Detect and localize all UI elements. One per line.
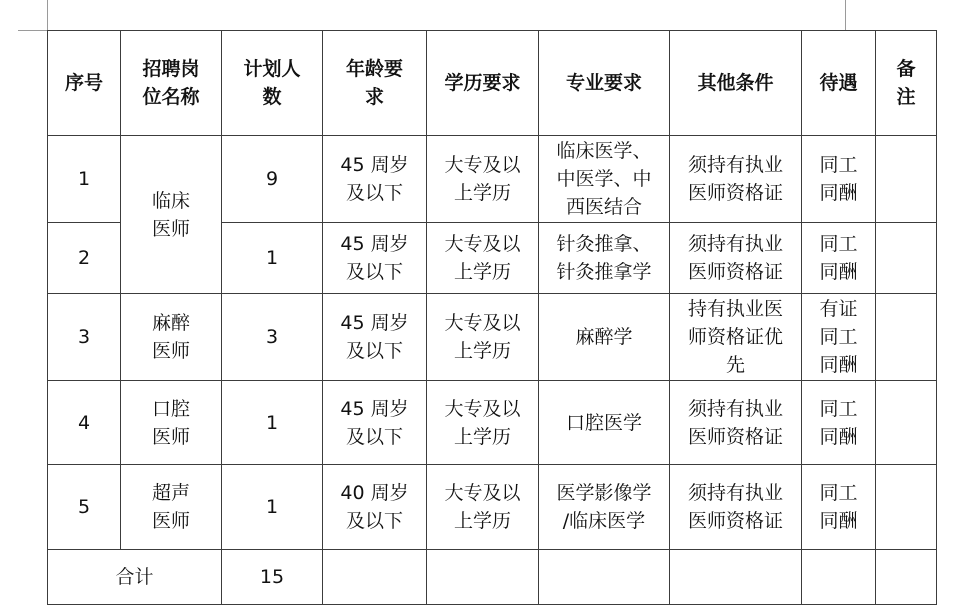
header-age: 年龄要 求 — [323, 31, 427, 136]
cell-seq: 2 — [48, 223, 121, 294]
crop-mark — [845, 0, 846, 30]
cell-seq: 1 — [48, 136, 121, 223]
cell-major: 针灸推拿、 针灸推拿学 — [539, 223, 670, 294]
cell-planned: 1 — [222, 223, 323, 294]
cell-age: 45 周岁 及以下 — [323, 381, 427, 465]
cell-age: 45 周岁 及以下 — [323, 223, 427, 294]
header-pay: 待遇 — [802, 31, 876, 136]
cell-major: 医学影像学 /临床医学 — [539, 465, 670, 550]
header-planned-count: 计划人 数 — [222, 31, 323, 136]
cell-remark — [876, 381, 937, 465]
crop-mark — [18, 30, 48, 31]
table-row — [48, 381, 937, 465]
cell-position: 口腔 医师 — [121, 381, 222, 465]
table-row — [48, 136, 937, 223]
cell-remark — [876, 294, 937, 381]
header-education: 学历要求 — [427, 31, 539, 136]
cell-pay: 同工 同酬 — [802, 223, 876, 294]
cell-empty — [670, 550, 802, 605]
cell-pay: 同工 同酬 — [802, 136, 876, 223]
cell-remark — [876, 465, 937, 550]
cell-other: 须持有执业 医师资格证 — [670, 465, 802, 550]
cell-pay: 同工 同酬 — [802, 465, 876, 550]
header-position: 招聘岗 位名称 — [121, 31, 222, 136]
cell-major: 临床医学、 中医学、中 西医结合 — [539, 136, 670, 223]
cell-empty — [323, 550, 427, 605]
cell-education: 大专及以 上学历 — [427, 223, 539, 294]
cell-age: 40 周岁 及以下 — [323, 465, 427, 550]
cell-other: 须持有执业 医师资格证 — [670, 223, 802, 294]
cell-education: 大专及以 上学历 — [427, 381, 539, 465]
cell-other: 持有执业医 师资格证优 先 — [670, 294, 802, 381]
header-seq: 序号 — [48, 31, 121, 136]
cell-planned: 9 — [222, 136, 323, 223]
cell-planned: 1 — [222, 465, 323, 550]
header-remark: 备 注 — [876, 31, 937, 136]
table-row — [48, 465, 937, 550]
cell-pay: 同工 同酬 — [802, 381, 876, 465]
cell-remark — [876, 136, 937, 223]
cell-major: 麻醉学 — [539, 294, 670, 381]
header-major: 专业要求 — [539, 31, 670, 136]
cell-other: 须持有执业 医师资格证 — [670, 381, 802, 465]
table-row — [48, 294, 937, 381]
header-other-conditions: 其他条件 — [670, 31, 802, 136]
cell-education: 大专及以 上学历 — [427, 465, 539, 550]
cell-pay: 有证 同工 同酬 — [802, 294, 876, 381]
cell-empty — [876, 550, 937, 605]
table-header-row — [48, 31, 937, 136]
cell-seq: 3 — [48, 294, 121, 381]
cell-major: 口腔医学 — [539, 381, 670, 465]
cell-position: 麻醉 医师 — [121, 294, 222, 381]
crop-mark — [47, 0, 48, 30]
cell-planned: 1 — [222, 381, 323, 465]
cell-position: 临床 医师 — [121, 136, 222, 294]
total-label: 合计 — [48, 550, 222, 605]
cell-other: 须持有执业 医师资格证 — [670, 136, 802, 223]
cell-empty — [802, 550, 876, 605]
cell-position: 超声 医师 — [121, 465, 222, 550]
cell-remark — [876, 223, 937, 294]
cell-seq: 4 — [48, 381, 121, 465]
recruitment-table — [47, 30, 937, 605]
cell-age: 45 周岁 及以下 — [323, 136, 427, 223]
total-planned: 15 — [222, 550, 323, 605]
cell-planned: 3 — [222, 294, 323, 381]
cell-education: 大专及以 上学历 — [427, 294, 539, 381]
cell-education: 大专及以 上学历 — [427, 136, 539, 223]
cell-seq: 5 — [48, 465, 121, 550]
cell-age: 45 周岁 及以下 — [323, 294, 427, 381]
cell-empty — [427, 550, 539, 605]
cell-empty — [539, 550, 670, 605]
table-total-row — [48, 550, 937, 605]
